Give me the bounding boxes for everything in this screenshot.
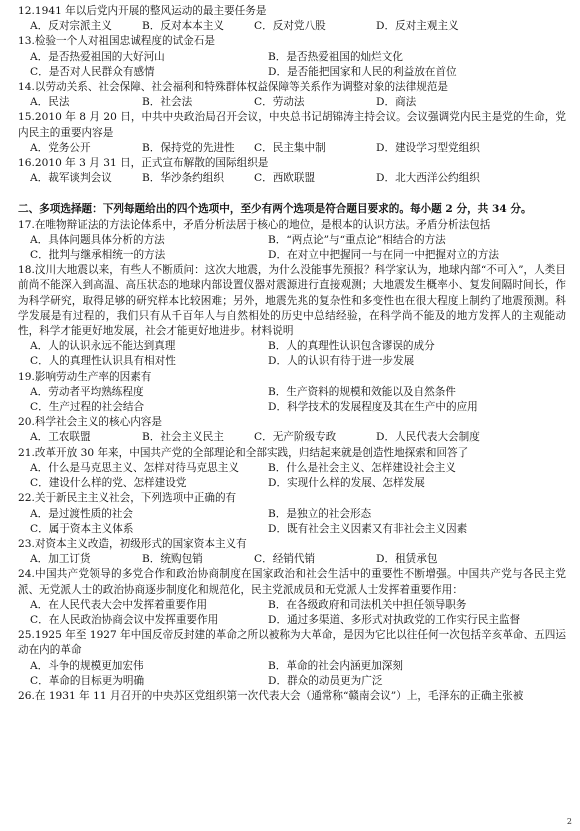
section-title: 二、多项选择题：下列每题给出的四个选项中，至少有两个选项是符合题目要求的。每小题 2 分，共 34 分。 [18,203,532,216]
answer-option: A．什么是马克思主义、怎样对待马克思主义 [30,461,239,474]
answer-option: D．反对主观主义 [376,20,459,33]
question-text: 改革开放 30 年来，中国共产党的全部理论和全部实践，归结起来就是创造性地探索和回答了 [34,446,469,459]
answer-option: B．保持党的先进性 [142,141,235,154]
answer-options [18,50,566,80]
answer-option: D．实现什么样的发展、怎样发展 [268,477,425,490]
answer-option: C．在人民政治协商会议中发挥重要作用 [30,613,219,626]
question [18,567,566,628]
answer-option: D．科学技术的发展程度及其在生产中的应用 [268,401,478,414]
question [18,415,566,445]
question-number: 22. [18,492,35,505]
answer-option: A．人的认识永远不能达到真理 [30,340,176,353]
question-number: 20. [18,416,35,429]
question [18,689,566,704]
answer-option: D．租赁承包 [376,553,438,566]
answer-option: C．建设什么样的党、怎样建设党 [30,477,187,490]
answer-option: B．社会主义民主 [142,431,224,444]
question [18,218,566,264]
question-text: 2010 年 3 月 31 日，正式宣布解散的国际组织是 [34,157,269,170]
answer-option: D．人民代表大会制度 [376,431,480,444]
answer-option: B．生产资料的规模和效能以及自然条件 [268,385,456,398]
answer-option: D．人的认识有待于进一步发展 [268,355,415,368]
answer-option: A．党务公开 [30,141,91,154]
answer-options [18,385,566,415]
answer-option: B．在各级政府和司法机关中担任领导职务 [268,598,467,611]
answer-options [18,598,566,628]
answer-option: C．革命的目标更为明确 [30,674,145,687]
question [18,537,566,567]
question-stem [18,80,566,95]
page-number: 2 [566,816,572,826]
answer-option: D．商法 [376,96,417,109]
section-gap [18,186,566,200]
answer-option: A．工农联盟 [30,431,91,444]
question-number: 26. [18,689,35,702]
question-stem [18,34,566,49]
question [18,4,566,34]
question-stem [18,491,566,506]
question-text: 1925 年至 1927 年中国反帝反封建的革命之所以被称为大革命，是因为它比以往任何一次包括辛亥革命、五四运动在内的革命 [18,629,566,657]
answer-options [18,552,566,567]
question-stem [18,156,566,171]
multiple-choice-block [18,218,566,705]
question-number: 13. [18,35,35,48]
answer-option: A．是否热爱祖国的大好河山 [30,50,165,63]
answer-options [18,141,566,156]
question-text: 在 1931 年 11 月召开的中央苏区党组织第一次代表大会（通常称“赣南会议”）上，毛泽东的正确主张被 [34,689,524,702]
answer-option: B．反对本本主义 [142,20,224,33]
answer-option: B．社会法 [142,96,193,109]
answer-option: D．既有社会主义因素又有非社会主义因素 [268,522,468,535]
answer-options [18,507,566,537]
question-number: 19. [18,370,35,383]
question-text: 汶川大地震以来，有些人不断质问：这次大地震，为什么没能事先预报？科学家认为，地球内部“不可入”，人类目前尚不能深入到高温、高压状态的地球内部设置仪器对震源进行直接观测；大地震发生概率小、复发间隔时间长，作为科学研究，取得足够的研究样本比较困难；另外，地震先兆的复杂性和多变性也在很大程度上制约了地震预测。科学发展是有过程的，我们只有从千百年人与自然相处的历史中总结经验，在科学尚不能及的地方发挥人的主观能动性，科学才能更好地发展，社会才能更好地进步。材料说明 [18,264,566,338]
question-text: 1941 年以后党内开展的整风运动的最主要任务是 [34,5,267,17]
answer-option: A．反对宗派主义 [30,20,112,33]
answer-option: B．“两点论”与“重点论”相结合的方法 [268,233,446,246]
answer-options [18,233,566,263]
question-text: 中国共产党领导的多党合作和政治协商制度在国家政治和社会生活中的重要性不断增强。中国共产党与各民主党派、无党派人士的政治协商逐步制度化和规范化，民主党派成员和无党派人士发挥着重要作用： [18,568,566,596]
question-stem [18,446,566,461]
question-number: 12. [18,5,35,17]
question-text: 影响劳动生产率的因素有 [34,370,152,383]
question-number: 17. [18,218,35,231]
question-text: 以劳动关系、社会保障、社会福利和特殊群体权益保障等关系作为调整对象的法律规范是 [34,81,449,94]
answer-options [18,19,566,34]
answer-option: B．革命的社会内涵更加深刻 [268,659,403,672]
single-choice-block [18,4,566,186]
question-stem [18,370,566,385]
answer-option: B．什么是社会主义、怎样建设社会主义 [268,461,456,474]
question-number: 15. [18,111,35,124]
question-number: 14. [18,81,35,94]
question-number: 21. [18,446,35,459]
question-number: 23. [18,537,35,550]
question [18,370,566,416]
question-text: 科学社会主义的核心内容是 [34,416,162,429]
answer-option: C．反对党八股 [254,20,326,33]
question-number: 16. [18,157,35,170]
answer-option: A．具体问题具体分析的方法 [30,233,165,246]
question-text: 2010 年 8 月 20 日，中共中央政治局召开会议，中央总书记胡锦涛主持会议。会议强调党内民主是党的生命，党内民主的重要内容是 [18,111,566,139]
answer-option: A．民法 [30,96,70,109]
answer-option: C．是否对人民群众有感情 [30,65,155,78]
answer-option: D．是否能把国家和人民的利益放在首位 [268,65,457,78]
answer-option: D．群众的动员更为广泛 [268,674,383,687]
question-stem [18,110,566,140]
question-stem [18,689,566,704]
answer-options [18,659,566,689]
question-text: 在唯物辩证法的方法论体系中，矛盾分析法居于核心的地位，是根本的认识方法。矛盾分析法包括 [34,218,491,231]
question [18,110,566,156]
question-stem [18,415,566,430]
answer-option: D．建设学习型党组织 [376,141,480,154]
question-number: 25. [18,629,35,642]
question-text: 关于新民主主义社会，下列选项中正确的有 [34,492,237,505]
answer-option: C．属于资本主义体系 [30,522,134,535]
answer-option: C．人的真理性认识具有相对性 [30,355,176,368]
answer-options [18,430,566,445]
answer-option: A．在人民代表大会中发挥着重要作用 [30,598,208,611]
answer-options [18,339,566,369]
answer-options [18,95,566,110]
question [18,263,566,369]
question [18,628,566,689]
answer-option: C．西欧联盟 [254,172,316,185]
question [18,80,566,110]
answer-option: C．经销代销 [254,553,316,566]
answer-option: D．通过多渠道、多形式对执政党的工作实行民主监督 [268,613,521,626]
answer-option: A．加工订货 [30,553,91,566]
answer-option: C．生产过程的社会结合 [30,401,145,414]
answer-option: A．劳动者平均熟练程度 [30,385,144,398]
question-number: 24. [18,568,35,581]
answer-option: C．无产阶级专政 [254,431,337,444]
answer-option: A．是过渡性质的社会 [30,507,133,520]
question-number: 18. [18,264,35,277]
answer-option: C．劳动法 [254,96,305,109]
question-stem [18,4,566,19]
question [18,34,566,80]
answer-option: D．在对立中把握同一与在同一中把握对立的方法 [268,249,499,262]
answer-options [18,171,566,186]
answer-option: B．是否热爱祖国的灿烂文化 [268,50,403,63]
answer-option: A．裁军谈判会议 [30,172,112,185]
answer-option: B．人的真理性认识包含谬误的成分 [268,340,435,353]
answer-option: D．北大西洋公约组织 [376,172,480,185]
question [18,446,566,492]
question-text: 检验一个人对祖国忠诚程度的试金石是 [34,35,215,48]
question-text: 对资本主义改造，初级形式的国家资本主义有 [34,537,247,550]
answer-options [18,461,566,491]
answer-option: B．是独立的社会形态 [268,507,372,520]
question-stem [18,218,566,233]
answer-option: B．华沙条约组织 [142,172,224,185]
question-stem [18,567,566,597]
answer-option: B．统购包销 [142,553,203,566]
question-stem [18,628,566,658]
question-stem [18,263,566,339]
answer-option: A．斗争的规模更加宏伟 [30,659,144,672]
answer-option: C．民主集中制 [254,141,326,154]
answer-option: C．批判与继承相统一的方法 [30,249,166,262]
question-stem [18,537,566,552]
question [18,491,566,537]
question [18,156,566,186]
